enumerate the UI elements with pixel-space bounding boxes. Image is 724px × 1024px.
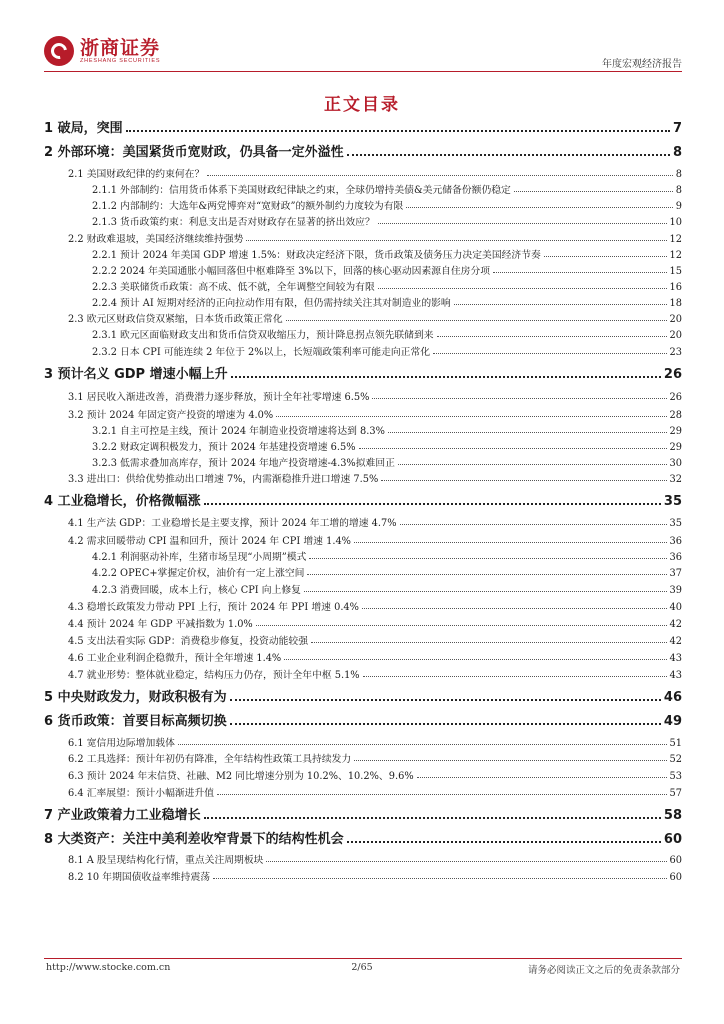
toc-leader-dots xyxy=(266,861,666,862)
toc-entry-title: 4.2.3 消费回暖，成本上行，核心 CPI 向上修复 xyxy=(92,585,301,596)
toc-entry-page: 60 xyxy=(663,832,682,847)
toc-leader-dots xyxy=(286,320,667,321)
toc-entry-title: 6 货币政策：首要目标高频切换 xyxy=(44,714,227,729)
toc-entry[interactable] xyxy=(92,563,682,579)
toc-entry-title: 2.1.2 内部制约：大选年&两党博弈对“宽财政”的额外制约力度较为有限 xyxy=(92,201,404,212)
toc-entry[interactable] xyxy=(92,196,682,212)
report-type: 年度宏观经济报告 xyxy=(602,59,682,70)
toc-entry-page: 15 xyxy=(669,266,682,277)
toc-leader-dots xyxy=(276,416,666,417)
toc-leader-dots xyxy=(398,464,667,465)
toc-entry[interactable] xyxy=(44,803,682,823)
toc-entry[interactable] xyxy=(92,453,682,469)
toc-entry[interactable] xyxy=(68,229,682,245)
toc-entry[interactable] xyxy=(44,116,682,136)
toc-entry[interactable] xyxy=(44,685,682,705)
toc-leader-dots xyxy=(400,524,667,525)
toc-entry-title: 2.3.2 日本 CPI 可能连续 2 年位于 2%以上，长短端政策利率可能走向正常化 xyxy=(92,347,431,358)
toc-entry[interactable] xyxy=(44,140,682,160)
toc-entry-title: 1 破局，突围 xyxy=(44,121,123,136)
toc-leader-dots xyxy=(378,223,667,224)
toc-entry[interactable] xyxy=(68,749,682,765)
toc-entry[interactable] xyxy=(92,580,682,596)
toc-entry-title: 2 外部环境：美国紧货币宽财政，仍具备一定外溢性 xyxy=(44,145,344,160)
toc-entry[interactable] xyxy=(68,387,682,403)
brand-logo-icon xyxy=(44,36,74,66)
toc-entry-page: 9 xyxy=(675,201,682,212)
toc-entry-title: 6.2 工具选择：预计年初仍有降准，全年结构性政策工具持续发力 xyxy=(68,754,352,765)
footer-page-number: 2/65 xyxy=(351,962,373,973)
toc-entry[interactable] xyxy=(92,293,682,309)
toc-entry-title: 3.3 进出口：供给优势推动出口增速 7%，内需渐稳推升进口增速 7.5% xyxy=(68,474,379,485)
toc-entry-page: 60 xyxy=(669,855,682,866)
toc-entry[interactable] xyxy=(68,766,682,782)
toc-leader-dots xyxy=(204,503,661,505)
toc-entry-page: 40 xyxy=(669,602,682,613)
toc-entry[interactable] xyxy=(68,164,682,180)
toc-entry-page: 57 xyxy=(669,788,682,799)
toc-entry-title: 2.1.1 外部制约：信用货币体系下美国财政纪律缺之约束，全球仍增持美债&美元储备份额仍稳定 xyxy=(92,185,511,196)
page-header xyxy=(0,0,724,82)
toc-leader-dots xyxy=(493,272,666,273)
toc-leader-dots xyxy=(381,480,666,481)
toc-entry[interactable] xyxy=(92,245,682,261)
toc-entry-page: 26 xyxy=(669,392,682,403)
toc-leader-dots xyxy=(304,591,667,592)
toc-leader-dots xyxy=(354,760,666,761)
toc-entry-title: 4.7 就业形势：整体就业稳定，结构压力仍存，预计全年中枢 5.1% xyxy=(68,670,360,681)
toc-entry-page: 28 xyxy=(669,410,682,421)
toc-entry-title: 4.5 支出法看实际 GDP：消费稳步修复，投资动能较强 xyxy=(68,636,309,647)
toc-entry[interactable] xyxy=(68,867,682,883)
toc-entry-page: 10 xyxy=(669,217,682,228)
toc-entry[interactable] xyxy=(68,309,682,325)
toc-entry-title: 7 产业政策着力工业稳增长 xyxy=(44,808,201,823)
toc-leader-dots xyxy=(230,699,661,701)
toc-entry[interactable] xyxy=(68,531,682,547)
toc-entry-page: 52 xyxy=(669,754,682,765)
toc-entry-page: 12 xyxy=(669,234,682,245)
toc-entry-title: 4 工业稳增长，价格微幅涨 xyxy=(44,494,201,509)
toc-entry-page: 12 xyxy=(669,250,682,261)
toc-entry-title: 6.3 预计 2024 年末信贷、社融、M2 同比增速分别为 10.2%、10.2%、9.6% xyxy=(68,771,414,782)
toc-entry[interactable] xyxy=(92,547,682,563)
toc-entry-title: 4.2.1 利润驱动补库，生猪市场呈现“小周期”模式 xyxy=(92,552,307,563)
toc-entry-title: 8 大类资产：关注中美利差收窄背景下的结构性机会 xyxy=(44,832,344,847)
toc-entry[interactable] xyxy=(92,180,682,196)
toc-title: 正文目录 xyxy=(324,95,400,115)
toc-entry-page: 36 xyxy=(669,536,682,547)
toc-entry[interactable] xyxy=(68,513,682,529)
toc-entry[interactable] xyxy=(68,597,682,613)
toc-entry-title: 2.1 美国财政纪律的约束何在？ xyxy=(68,169,205,180)
footer-divider xyxy=(44,958,682,959)
toc-entry-page: 26 xyxy=(663,367,682,382)
toc-entry[interactable] xyxy=(92,277,682,293)
toc-entry-page: 36 xyxy=(669,552,682,563)
toc-leader-dots xyxy=(362,608,667,609)
toc-entry[interactable] xyxy=(92,325,682,341)
toc-leader-dots xyxy=(406,207,672,208)
toc-leader-dots xyxy=(284,659,666,660)
toc-entry-title: 4.6 工业企业利润企稳微升，预计全年增速 1.4% xyxy=(68,653,282,664)
toc-entry-page: 35 xyxy=(669,518,682,529)
toc-entry-title: 3.2.2 财政定调积极发力，预计 2024 年基建投资增速 6.5% xyxy=(92,442,356,453)
toc-leader-dots xyxy=(204,817,661,819)
toc-entry-page: 7 xyxy=(672,121,682,136)
toc-entry[interactable] xyxy=(92,261,682,277)
toc-entry[interactable] xyxy=(68,648,682,664)
toc-entry-page: 30 xyxy=(669,458,682,469)
brand-logo xyxy=(44,36,160,66)
toc-entry-title: 8.2 10 年期国债收益率维持震荡 xyxy=(68,872,211,883)
toc-entry-page: 8 xyxy=(672,145,682,160)
toc-leader-dots xyxy=(347,841,661,843)
brand-name-cn: 浙商证券 xyxy=(80,36,161,59)
toc-leader-dots xyxy=(178,744,667,745)
toc-leader-dots xyxy=(307,574,666,575)
toc-entry-page: 35 xyxy=(663,494,682,509)
toc-entry-page: 43 xyxy=(669,653,682,664)
toc-entry[interactable] xyxy=(92,342,682,358)
toc-leader-dots xyxy=(230,723,661,725)
toc-entry-page: 58 xyxy=(663,808,682,823)
toc-entry-title: 4.2 需求回暖带动 CPI 温和回升，预计 2024 年 CPI 增速 1.4% xyxy=(68,536,351,547)
toc-leader-dots xyxy=(544,256,667,257)
header-divider xyxy=(44,71,682,72)
toc-leader-dots xyxy=(309,558,666,559)
toc-entry[interactable] xyxy=(92,212,682,228)
toc-entry[interactable] xyxy=(44,362,682,382)
toc-leader-dots xyxy=(256,625,667,626)
toc-entry-title: 3.2 预计 2024 年固定资产投资的增速为 4.0% xyxy=(68,410,274,421)
toc-entry-title: 4.1 生产法 GDP：工业稳增长是主要支撑，预计 2024 年工增的增速 4.7% xyxy=(68,518,397,529)
toc-entry[interactable] xyxy=(44,489,682,509)
toc-entry-title: 3.2.1 自主可控是主线，预计 2024 年制造业投资增速将达到 8.3% xyxy=(92,426,385,437)
toc-leader-dots xyxy=(359,448,667,449)
toc-entry-page: 43 xyxy=(669,670,682,681)
toc-entry-title: 6.4 汇率展望：预计小幅渐进升值 xyxy=(68,788,215,799)
toc-entry-title: 6.1 宽信用边际增加载体 xyxy=(68,738,175,749)
toc-leader-dots xyxy=(437,336,667,337)
toc-leader-dots xyxy=(417,777,667,778)
toc-entry-page: 53 xyxy=(669,771,682,782)
toc-entry-page: 32 xyxy=(669,474,682,485)
toc-entry-title: 5 中央财政发力，财政积极有为 xyxy=(44,690,227,705)
toc-entry-page: 20 xyxy=(669,314,682,325)
toc-entry[interactable] xyxy=(68,631,682,647)
toc-entry-page: 39 xyxy=(669,585,682,596)
toc-entry-title: 4.3 稳增长政策发力带动 PPI 上行，预计 2024 年 PPI 增速 0.4% xyxy=(68,602,359,613)
toc-entry[interactable] xyxy=(68,614,682,630)
toc-leader-dots xyxy=(207,175,673,176)
toc-entry-page: 46 xyxy=(663,690,682,705)
toc-leader-dots xyxy=(246,240,666,241)
toc-entry[interactable] xyxy=(92,421,682,437)
toc-entry[interactable] xyxy=(44,709,682,729)
toc-entry[interactable] xyxy=(68,469,682,485)
brand-name-en: ZHESHANG SECURITIES xyxy=(80,57,161,64)
toc-entry-page: 42 xyxy=(669,636,682,647)
toc-entry-title: 3.2.3 低需求叠加高库存，预计 2024 年地产投资增速-4.3%拟难回正 xyxy=(92,458,395,469)
toc-entry[interactable] xyxy=(68,733,682,749)
footer-url[interactable]: http://www.stocke.com.cn xyxy=(46,962,171,973)
toc-entry-title: 8.1 A 股呈现结构化行情，重点关注周期板块 xyxy=(68,855,264,866)
toc-entry-page: 60 xyxy=(669,872,682,883)
toc-entry-page: 51 xyxy=(669,738,682,749)
toc-entry-page: 23 xyxy=(669,347,682,358)
toc-entry-page: 42 xyxy=(669,619,682,630)
toc-leader-dots xyxy=(126,130,670,132)
toc-entry-title: 2.2.2 2024 年美国通胀小幅回落但中枢难降至 3%以下，回落的核心驱动因素源自住房分项 xyxy=(92,266,491,277)
toc-entry-title: 2.2.4 预计 AI 短期对经济的正向拉动作用有限，但仍需持续关注其对制造业的影响 xyxy=(92,298,451,309)
toc-entry-page: 8 xyxy=(675,169,682,180)
toc-entry-page: 18 xyxy=(669,298,682,309)
toc-leader-dots xyxy=(354,542,667,543)
toc-entry-page: 29 xyxy=(669,426,682,437)
toc-entry-page: 20 xyxy=(669,330,682,341)
toc-entry-title: 2.2.3 美联储货币政策：高不成、低不就，全年调整空间较为有限 xyxy=(92,282,375,293)
toc-leader-dots xyxy=(311,642,667,643)
toc-leader-dots xyxy=(363,676,667,677)
toc-entry-page: 37 xyxy=(669,568,682,579)
toc-entry-title: 2.2 财政难退坡，美国经济继续维持强势 xyxy=(68,234,244,245)
toc-leader-dots xyxy=(213,878,666,879)
toc-entry[interactable] xyxy=(92,437,682,453)
toc-leader-dots xyxy=(372,398,666,399)
toc-leader-dots xyxy=(454,304,667,305)
toc-entry-page: 16 xyxy=(669,282,682,293)
footer-disclaimer: 请务必阅读正文之后的免责条款部分 xyxy=(527,965,680,976)
toc-entry-title: 2.2.1 预计 2024 年美国 GDP 增速 1.5%：财政决定经济下限，货币政策及债务压力决定美国经济节奏 xyxy=(92,250,541,261)
toc-entry-title: 3.1 居民收入渐进改善，消费潜力逐步释放，预计全年社零增速 6.5% xyxy=(68,392,370,403)
toc-entry-page: 29 xyxy=(669,442,682,453)
toc-entry-title: 2.1.3 货币政策约束：利息支出是否对财政存在显著的挤出效应？ xyxy=(92,217,375,228)
toc-leader-dots xyxy=(378,288,667,289)
toc-entry-title: 4.4 预计 2024 年 GDP 平减指数为 1.0% xyxy=(68,619,253,630)
toc-entry-title: 3 预计名义 GDP 增速小幅上升 xyxy=(44,367,228,382)
toc-entry[interactable] xyxy=(68,850,682,866)
toc-entry-title: 2.3.1 欧元区面临财政支出和货币信贷双收缩压力，预计降息拐点领先联储到来 xyxy=(92,330,434,341)
toc-leader-dots xyxy=(514,191,673,192)
toc-entry-title: 4.2.2 OPEC+掌握定价权，油价有一定上涨空间 xyxy=(92,568,305,579)
toc-entry[interactable] xyxy=(68,665,682,681)
toc-entry[interactable] xyxy=(68,783,682,799)
toc-leader-dots xyxy=(217,794,666,795)
toc-leader-dots xyxy=(388,432,667,433)
toc-entry-page: 49 xyxy=(663,714,682,729)
toc-leader-dots xyxy=(231,376,661,378)
toc-leader-dots xyxy=(433,353,666,354)
toc-entry[interactable] xyxy=(44,827,682,847)
toc-entry[interactable] xyxy=(68,405,682,421)
toc-leader-dots xyxy=(347,154,670,156)
toc-entry-title: 2.3 欧元区财政信贷双紧缩，日本货币政策正常化 xyxy=(68,314,283,325)
toc-entry-page: 8 xyxy=(675,185,682,196)
